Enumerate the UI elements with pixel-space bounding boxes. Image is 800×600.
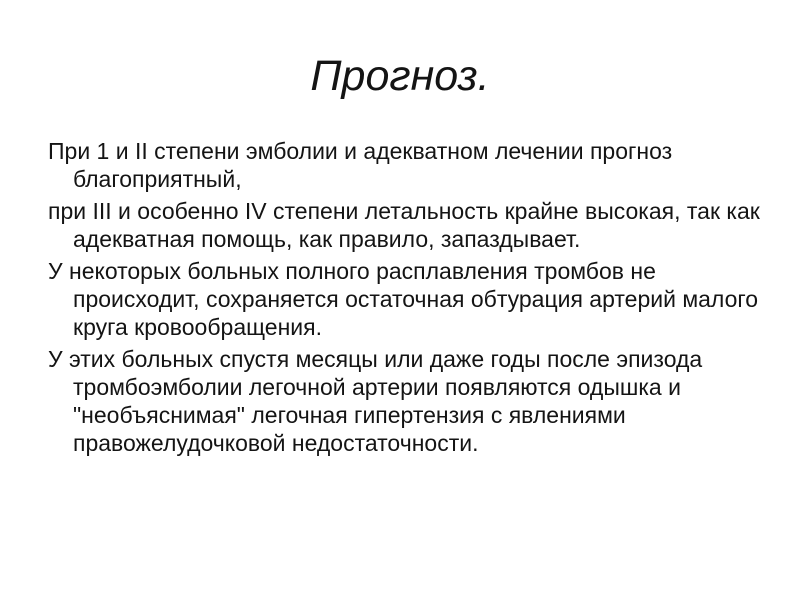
paragraph-residual-obturation: У некоторых больных полного расплавления тромбов не происходит, сохраняется остаточная обтурация артерий малого круга кровообращения. xyxy=(48,258,759,340)
slide-body xyxy=(48,137,760,461)
paragraph-pulmonary-hypertension: У этих больных спустя месяцы или даже годы после эпизода тромбоэмболии легочной артерии появляются одышка и "необъяснимая" легочная гипертензия с явлениями правожелудочковой недостаточности. xyxy=(48,346,703,456)
paragraph-grade-3-4: при III и особенно IV степени летальность крайне высокая, так как адекватная помощь, как правило, запаздывает. xyxy=(48,198,760,252)
slide-title: Прогноз. xyxy=(310,52,490,100)
paragraph-grade-1-2: При 1 и II степени эмболии и адекватном лечении прогноз благоприятный, xyxy=(48,138,673,192)
